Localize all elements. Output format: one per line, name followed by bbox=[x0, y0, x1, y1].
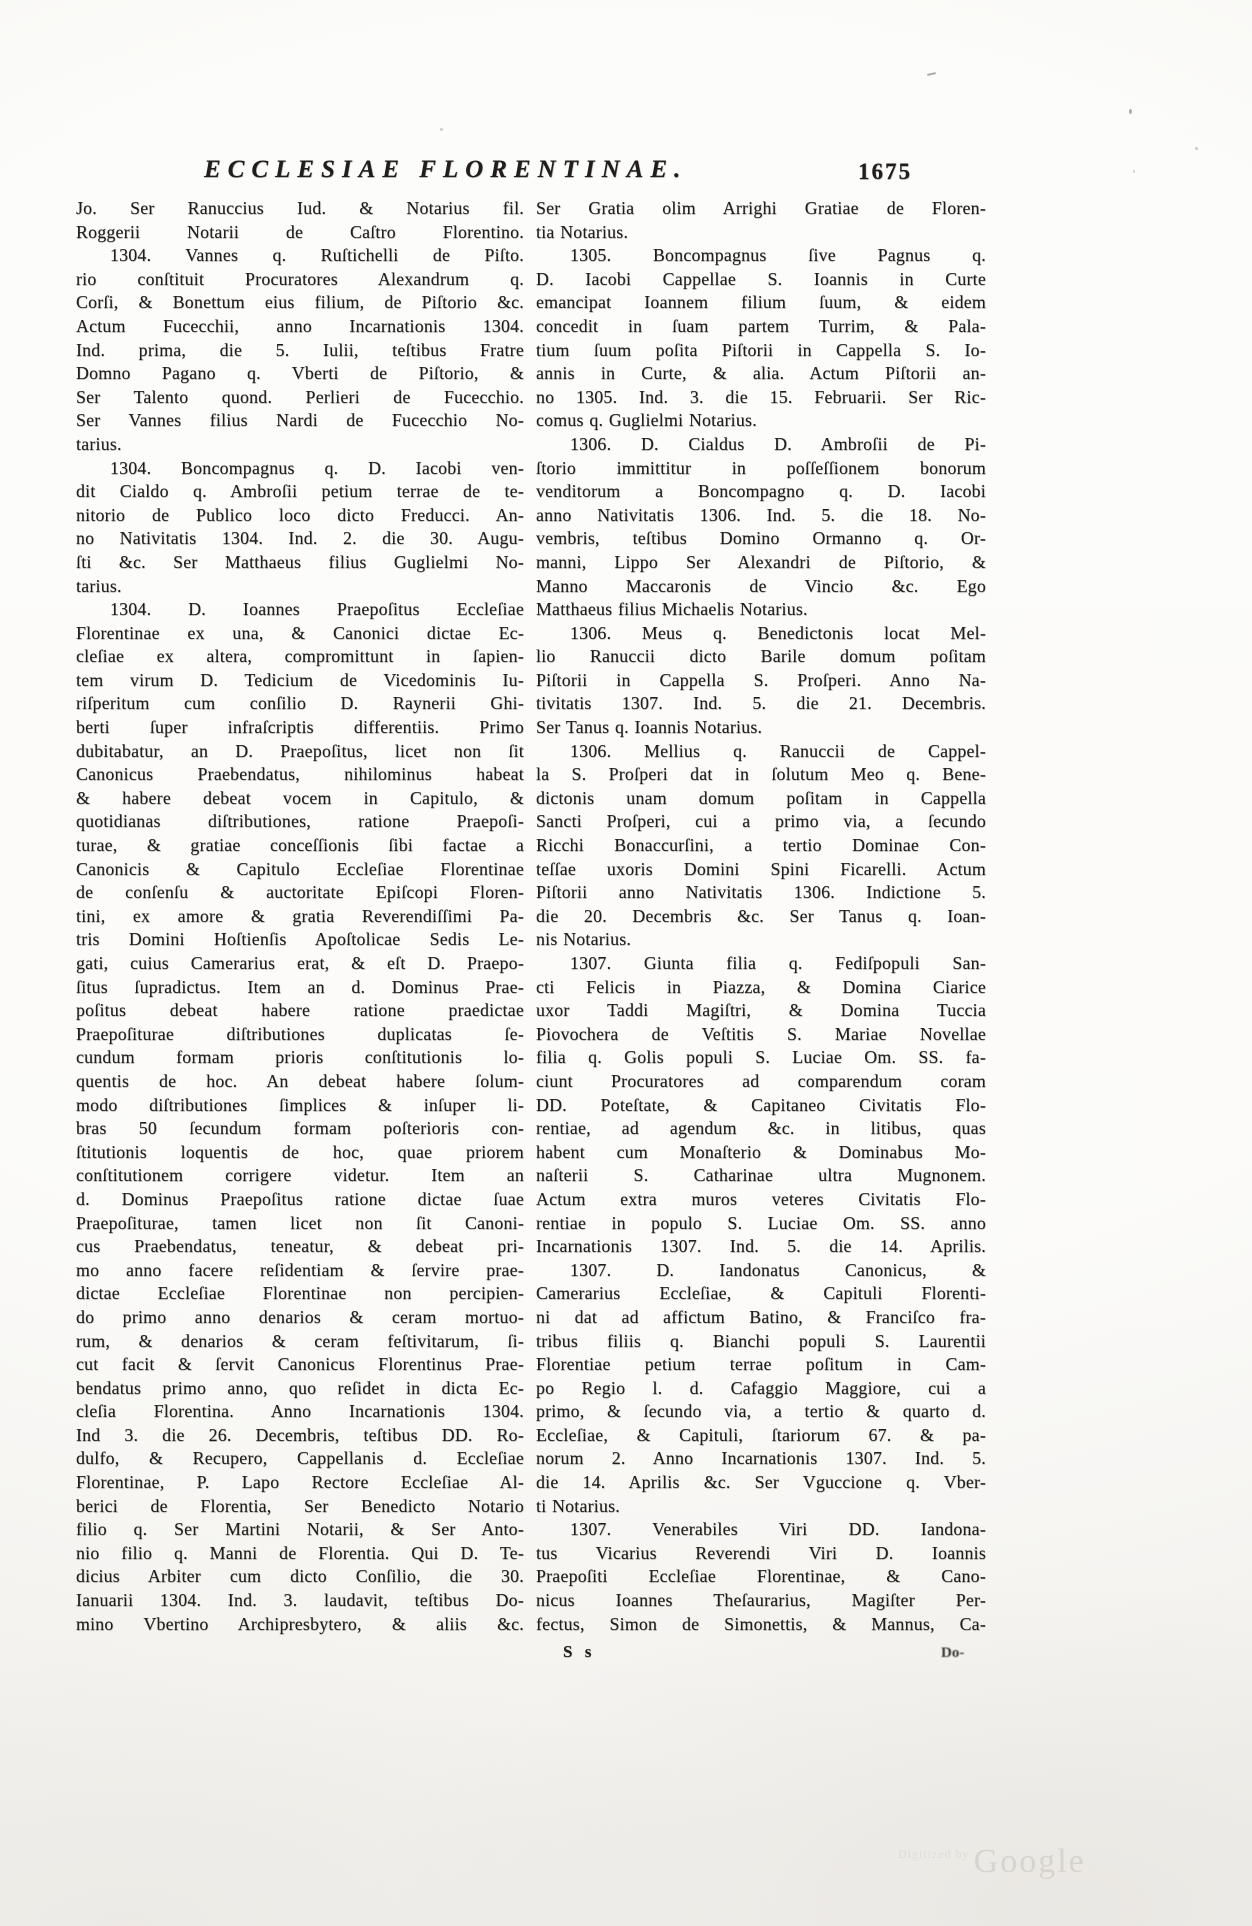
text-line: 1307. Venerabiles Viri DD. Iandona- bbox=[570, 1519, 986, 1540]
scan-speck bbox=[927, 72, 936, 76]
text-line: tarius. bbox=[76, 433, 122, 454]
text-line: rentiae in populo S. Luciae Om. SS. anno bbox=[536, 1212, 986, 1233]
text-line: d. Dominus Praepoſitus ratione dictae ſuae bbox=[76, 1188, 524, 1209]
text-line: Ser Gratia olim Arrighi Gratiae de Floren- bbox=[536, 198, 986, 218]
text-line: D. Iacobi Cappellae S. Ioannis in Curte bbox=[536, 268, 986, 289]
text-line: tem virum D. Tedicium de Vicedominis Iu- bbox=[76, 669, 524, 690]
text-line: Ser Tanus q. Ioannis Notarius. bbox=[536, 717, 763, 738]
text-line: annis in Curte, & alia. Actum Piſtorii an- bbox=[536, 363, 986, 384]
page-number: 1675 bbox=[858, 159, 912, 184]
text-line: tribus filiis q. Bianchi populi S. Laurentii bbox=[536, 1330, 986, 1351]
text-line: ſitus ſupradictus. Item an d. Dominus Prae- bbox=[76, 976, 524, 997]
text-line: la S. Proſperi dat in ſolutum Meo q. Bene- bbox=[536, 764, 986, 785]
text-column-left bbox=[76, 197, 524, 1636]
text-line: ciunt Procuratores ad comparendum coram bbox=[536, 1070, 986, 1091]
text-line: Praepoſiturae, tamen licet non ſit Canoni- bbox=[76, 1212, 524, 1233]
text-line: 1307. D. Iandonatus Canonicus, & bbox=[570, 1259, 986, 1280]
text-line: quentis de hoc. An debeat habere ſolum- bbox=[76, 1070, 524, 1091]
text-line: Eccleſiae, & Capituli, ſtariorum 67. & pa- bbox=[536, 1424, 986, 1445]
text-line: ti Notarius. bbox=[536, 1495, 621, 1516]
text-line: Ind 3. die 26. Decembris, teſtibus DD. Ro- bbox=[76, 1424, 524, 1445]
text-line: DD. Poteſtate, & Capitaneo Civitatis Flo- bbox=[536, 1094, 986, 1115]
running-head bbox=[76, 156, 984, 188]
text-line: tini, ex amore & gratia Reverendiſſimi Pa- bbox=[76, 905, 524, 926]
catchword: Do- bbox=[941, 1645, 965, 1661]
text-line: Ser Talento quond. Perlieri de Fucecchio. bbox=[76, 386, 524, 407]
text-line: ſti &c. Ser Matthaeus filius Guglielmi No- bbox=[76, 551, 524, 572]
text-line: po Regio l. d. Cafaggio Maggiore, cui a bbox=[536, 1377, 986, 1398]
text-line: cut facit & ſervit Canonicus Florentinus Prae- bbox=[76, 1354, 524, 1375]
text-line: vembris, teſtibus Domino Ormanno q. Or- bbox=[536, 528, 986, 549]
text-line: rum, & denarios & ceram feſtivitarum, ſi- bbox=[76, 1330, 524, 1351]
text-line: 1306. Mellius q. Ranuccii de Cappel- bbox=[570, 740, 986, 761]
text-line: cleſia Florentina. Anno Incarnationis 1304. bbox=[76, 1401, 524, 1422]
text-line: rentiae, ad agendum &c. in litibus, quas bbox=[536, 1118, 986, 1139]
scan-speck bbox=[1195, 147, 1198, 150]
text-line: concedit in ſuam partem Turrim, & Pala- bbox=[536, 315, 986, 336]
text-line: Canonicus Praebendatus, nihilominus habeat bbox=[76, 764, 524, 785]
text-line: tus Vicarius Reverendi Viri D. Ioannis bbox=[536, 1542, 986, 1563]
text-line: Actum Fucecchii, anno Incarnationis 1304. bbox=[76, 315, 524, 336]
text-line: gati, cuius Camerarius erat, & eſt D. Praepo- bbox=[76, 953, 524, 973]
text-line: berici de Florentia, Ser Benedicto Notario bbox=[76, 1495, 524, 1516]
text-line: quotidianas diſtributiones, ratione Praepoſi- bbox=[76, 811, 524, 832]
text-line: ni dat ad affictum Batino, & Franciſco fra- bbox=[536, 1306, 986, 1327]
text-line: bendatus primo anno, quo reſidet in dicta Ec- bbox=[76, 1377, 524, 1398]
text-line: nio filio q. Manni de Florentia. Qui D. Te- bbox=[76, 1542, 524, 1563]
text-line: tivitatis 1307. Ind. 5. die 21. Decembris. bbox=[536, 693, 986, 714]
text-line: conſtitutionem corrigere videtur. Item an bbox=[76, 1165, 524, 1186]
text-line: anno Nativitatis 1306. Ind. 5. die 18. No- bbox=[536, 504, 986, 525]
text-line: Domno Pagano q. Vberti de Piſtorio, & bbox=[76, 363, 524, 384]
text-line: naſterii S. Catharinae ultra Mugnonem. bbox=[536, 1165, 986, 1186]
text-line: Manno Maccaronis de Vincio &c. Ego bbox=[536, 575, 986, 596]
text-line: 1304. Boncompagnus q. D. Iacobi ven- bbox=[110, 457, 524, 478]
text-line: Incarnationis 1307. Ind. 5. die 14. Aprilis. bbox=[536, 1236, 986, 1257]
text-line: 1304. Vannes q. Ruſtichelli de Piſto. bbox=[110, 245, 524, 266]
text-line: no 1305. Ind. 3. die 15. Februarii. Ser Ric- bbox=[536, 386, 986, 407]
text-line: Piovochera de Veſtitis S. Mariae Novellae bbox=[536, 1023, 986, 1044]
text-line: Ricchi Bonaccurſini, a tertio Dominae Con- bbox=[536, 835, 986, 856]
text-line: cleſiae ex altera, compromittunt in ſapien- bbox=[76, 646, 524, 667]
text-line: die 20. Decembris &c. Ser Tanus q. Ioan- bbox=[536, 905, 986, 926]
text-line: modo diſtributiones ſimplices & inſuper li- bbox=[76, 1094, 524, 1115]
text-line: no Nativitatis 1304. Ind. 2. die 30. Augu- bbox=[76, 528, 524, 549]
text-line: de conſenſu & auctoritate Epiſcopi Floren- bbox=[76, 882, 524, 903]
text-line: tium ſuum poſita Piſtorii in Cappella S. Io- bbox=[536, 339, 986, 360]
text-line: Ianuarii 1304. Ind. 3. laudavit, teſtibus Do- bbox=[76, 1590, 524, 1611]
text-line: Florentinae, P. Lapo Rectore Eccleſiae Al- bbox=[76, 1472, 524, 1493]
text-line: venditorum a Boncompagno q. D. Iacobi bbox=[536, 481, 986, 502]
text-line: primo, & ſecundo via, a tertio & quarto d. bbox=[536, 1401, 986, 1422]
text-line: Piſtorii in Cappella S. Proſperi. Anno Na- bbox=[536, 669, 986, 690]
google-logo: Google bbox=[973, 1843, 1086, 1880]
text-line: Matthaeus filius Michaelis Notarius. bbox=[536, 599, 808, 620]
text-line: tia Notarius. bbox=[536, 221, 629, 242]
text-line: cundum formam prioris conſtitutionis lo- bbox=[76, 1047, 524, 1068]
text-line: mo anno facere reſidentiam & ſervire prae- bbox=[76, 1259, 524, 1280]
text-line: die 14. Aprilis &c. Ser Vguccione q. Vber- bbox=[536, 1472, 986, 1493]
text-line: ſtorio immittitur in poſſeſſionem bonorum bbox=[536, 457, 986, 478]
text-line: Canonicis & Capitulo Eccleſiae Florentinae bbox=[76, 858, 524, 879]
text-line: turae, & gratiae conceſſionis ſibi factae a bbox=[76, 835, 524, 856]
text-line: habent cum Monaſterio & Dominabus Mo- bbox=[536, 1141, 986, 1162]
text-line: Praepoſiturae diſtributiones duplicatas ſe- bbox=[76, 1023, 524, 1044]
text-line: filio q. Ser Martini Notarii, & Ser Anto- bbox=[76, 1519, 524, 1540]
text-line: cti Felicis in Piazza, & Domina Ciarice bbox=[536, 976, 986, 997]
text-line: nis Notarius. bbox=[536, 929, 632, 950]
scan-speck bbox=[440, 128, 443, 131]
text-line: Jo. Ser Ranuccius Iud. & Notarius fil. bbox=[76, 198, 524, 218]
digitized-by-label: Digitized by bbox=[898, 1847, 970, 1861]
text-line: uxor Taddi Magiſtri, & Domina Tuccia bbox=[536, 1000, 986, 1021]
scan-speck bbox=[1129, 109, 1132, 114]
text-line: comus q. Guglielmi Notarius. bbox=[536, 410, 757, 431]
text-line: Corſi, & Bonettum eius filium, de Piſtorio &c. bbox=[76, 292, 524, 313]
text-line: Actum extra muros veteres Civitatis Flo- bbox=[536, 1188, 986, 1209]
text-line: dulfo, & Recupero, Cappellanis d. Eccleſiae bbox=[76, 1448, 524, 1469]
signature-mark: S s bbox=[563, 1642, 596, 1661]
text-line: ſtitutionis loquentis de hoc, quae priorem bbox=[76, 1141, 524, 1162]
text-line: Florentinae ex una, & Canonici dictae Ec- bbox=[76, 622, 524, 643]
text-line: Ser Vannes filius Nardi de Fucecchio No- bbox=[76, 410, 524, 431]
text-line: manni, Lippo Ser Alexandri de Piſtorio, & bbox=[536, 551, 986, 572]
text-line: nitorio de Publico loco dicto Freducci. An- bbox=[76, 504, 524, 525]
text-line: 1307. Giunta filia q. Fediſpopuli San- bbox=[570, 953, 986, 973]
text-line: Camerarius Eccleſiae, & Capituli Florenti- bbox=[536, 1283, 986, 1304]
text-line: & habere debeat vocem in Capitulo, & bbox=[76, 787, 524, 808]
text-line: 1305. Boncompagnus ſive Pagnus q. bbox=[570, 245, 986, 266]
text-line: rio conſtituit Procuratores Alexandrum q. bbox=[76, 268, 524, 289]
text-line: do primo anno denarios & ceram mortuo- bbox=[76, 1306, 524, 1327]
text-line: dubitabatur, an D. Praepoſitus, licet non ſit bbox=[76, 740, 524, 761]
text-line: fectus, Simon de Simonettis, & Mannus, Ca- bbox=[536, 1613, 986, 1634]
text-line: lio Ranuccii dicto Barile domum poſitam bbox=[536, 646, 986, 667]
text-line: teſſae uxoris Domini Spini Ficarelli. Actum bbox=[536, 858, 986, 879]
text-line: dicius Arbiter cum dicto Conſilio, die 30. bbox=[76, 1566, 524, 1587]
text-line: dictonis unam domum poſitam in Cappella bbox=[536, 787, 986, 808]
scan-speck bbox=[1133, 170, 1135, 173]
text-line: nicus Ioannes Theſaurarius, Magiſter Per- bbox=[536, 1590, 986, 1611]
text-line: 1306. D. Cialdus D. Ambroſii de Pi- bbox=[570, 433, 986, 454]
text-line: filia q. Golis populi S. Luciae Om. SS. fa- bbox=[536, 1047, 986, 1068]
text-line: Ind. prima, die 5. Iulii, teſtibus Fratre bbox=[76, 339, 524, 360]
page-title: ECCLESIAE FLORENTINAE. bbox=[204, 156, 688, 183]
text-line: mino Vbertino Archipresbytero, & aliis &c. bbox=[76, 1613, 524, 1634]
text-line: bras 50 ſecundum formam poſterioris con- bbox=[76, 1118, 524, 1139]
text-line: Florentiae petium terrae poſitum in Cam- bbox=[536, 1354, 986, 1375]
text-line: tarius. bbox=[76, 575, 122, 596]
text-line: cus Praebendatus, teneatur, & debeat pri- bbox=[76, 1236, 524, 1257]
text-line: Piſtorii anno Nativitatis 1306. Indictione 5. bbox=[536, 882, 986, 903]
google-watermark bbox=[898, 1843, 1086, 1881]
text-line: Sancti Proſperi, cui a primo via, a ſecundo bbox=[536, 811, 986, 832]
text-line: emancipat Ioannem filium ſuum, & eidem bbox=[536, 292, 986, 313]
text-line: tris Domini Hoſtienſis Apoſtolicae Sedis Le- bbox=[76, 929, 524, 950]
text-line: riſperitum cum conſilio D. Raynerii Ghi- bbox=[76, 693, 524, 714]
text-line: Praepoſiti Eccleſiae Florentinae, & Cano- bbox=[536, 1566, 986, 1587]
text-line: poſitus debeat habere ratione praedictae bbox=[76, 1000, 524, 1021]
text-line: 1304. D. Ioannes Praepoſitus Eccleſiae bbox=[110, 599, 524, 620]
text-column-right bbox=[536, 197, 986, 1636]
text-line: 1306. Meus q. Benedictonis locat Mel- bbox=[570, 622, 986, 643]
text-line: norum 2. Anno Incarnationis 1307. Ind. 5. bbox=[536, 1448, 986, 1469]
text-line: berti ſuper infraſcriptis differentiis. Primo bbox=[76, 717, 524, 738]
text-line: dictae Eccleſiae Florentinae non percipien- bbox=[76, 1283, 524, 1304]
text-line: dit Cialdo q. Ambroſii petium terrae de te- bbox=[76, 481, 524, 502]
text-line: Roggerii Notarii de Caſtro Florentino. bbox=[76, 221, 524, 242]
